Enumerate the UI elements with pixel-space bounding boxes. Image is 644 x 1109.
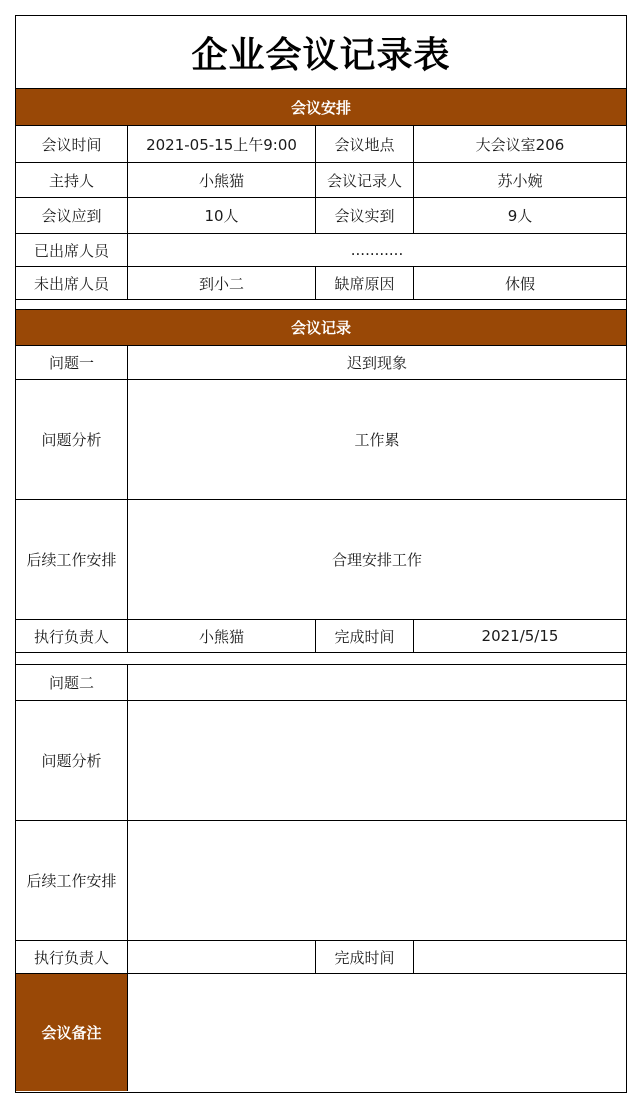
reason-value[interactable]: 休假 — [504, 274, 535, 293]
reason-label: 缺席原因 — [316, 267, 414, 299]
place-value[interactable]: 大会议室206 — [475, 135, 565, 154]
actual-label: 会议实到 — [316, 198, 414, 233]
recorder-label: 会议记录人 — [316, 163, 414, 197]
table-row-issue2-analysis — [16, 701, 626, 821]
issue1-label: 问题一 — [16, 346, 128, 379]
spacer-row — [16, 653, 626, 665]
place-label: 会议地点 — [316, 126, 414, 162]
host-label: 主持人 — [16, 163, 128, 197]
issue2-analysis-value[interactable] — [128, 701, 626, 820]
issue2-owner-label: 执行负责人 — [16, 941, 128, 973]
remark-label: 会议备注 — [16, 974, 128, 1091]
table-row-issue1-followup — [16, 500, 626, 620]
issue2-followup-label: 后续工作安排 — [16, 821, 128, 940]
recorder-value[interactable]: 苏小婉 — [497, 171, 543, 190]
absent-label: 未出席人员 — [16, 267, 128, 299]
issue2-owner-value[interactable] — [128, 941, 316, 973]
meeting-record-sheet — [15, 15, 627, 1093]
issue1-followup-value[interactable]: 合理安排工作 — [331, 551, 422, 569]
issue2-label: 问题二 — [16, 665, 128, 700]
issue2-done-label: 完成时间 — [316, 941, 414, 973]
table-row-time-place — [16, 126, 626, 163]
table-row-issue1-owner — [16, 620, 626, 653]
table-row-issue1-analysis — [16, 380, 626, 500]
issue2-followup-value[interactable] — [128, 821, 626, 940]
table-row-issue2-followup — [16, 821, 626, 941]
host-value[interactable]: 小熊猫 — [128, 163, 316, 197]
present-value[interactable]: ........... — [350, 241, 404, 259]
issue2-done-value[interactable] — [414, 941, 626, 973]
present-label: 已出席人员 — [16, 234, 128, 266]
arrangement-header-label: 会议安排 — [290, 98, 351, 117]
table-row-absent — [16, 267, 626, 300]
actual-value[interactable]: 9人 — [507, 207, 533, 225]
issue2-value[interactable] — [128, 665, 626, 700]
spacer-row — [16, 300, 626, 310]
title-row — [16, 16, 626, 89]
table-row-present — [16, 234, 626, 267]
arrangement-section-header — [16, 89, 626, 126]
table-row-remarks — [16, 974, 626, 1091]
table-row-issue1 — [16, 346, 626, 380]
page-title: 企业会议记录表 — [191, 34, 451, 76]
absent-value[interactable]: 到小二 — [128, 267, 316, 299]
table-row-issue2-owner — [16, 941, 626, 974]
issue1-owner-label: 执行负责人 — [16, 620, 128, 652]
expected-value[interactable]: 10人 — [128, 198, 316, 233]
issue2-analysis-label: 问题分析 — [16, 701, 128, 820]
issue1-done-value[interactable]: 2021/5/15 — [481, 627, 559, 645]
issue1-value[interactable]: 迟到现象 — [346, 354, 407, 372]
expected-label: 会议应到 — [16, 198, 128, 233]
issue1-analysis-value[interactable]: 工作累 — [354, 431, 400, 449]
time-label: 会议时间 — [16, 126, 128, 162]
table-row-attendance-count — [16, 198, 626, 234]
record-header-label: 会议记录 — [290, 319, 351, 337]
record-section-header — [16, 310, 626, 346]
issue1-done-label: 完成时间 — [316, 620, 414, 652]
issue1-owner-value[interactable]: 小熊猫 — [128, 620, 316, 652]
remark-value[interactable] — [128, 974, 626, 1091]
table-row-host-recorder — [16, 163, 626, 198]
time-value[interactable]: 2021-05-15上午9:00 — [128, 126, 316, 162]
issue1-followup-label: 后续工作安排 — [16, 500, 128, 619]
issue1-analysis-label: 问题分析 — [16, 380, 128, 499]
table-row-issue2 — [16, 665, 626, 701]
